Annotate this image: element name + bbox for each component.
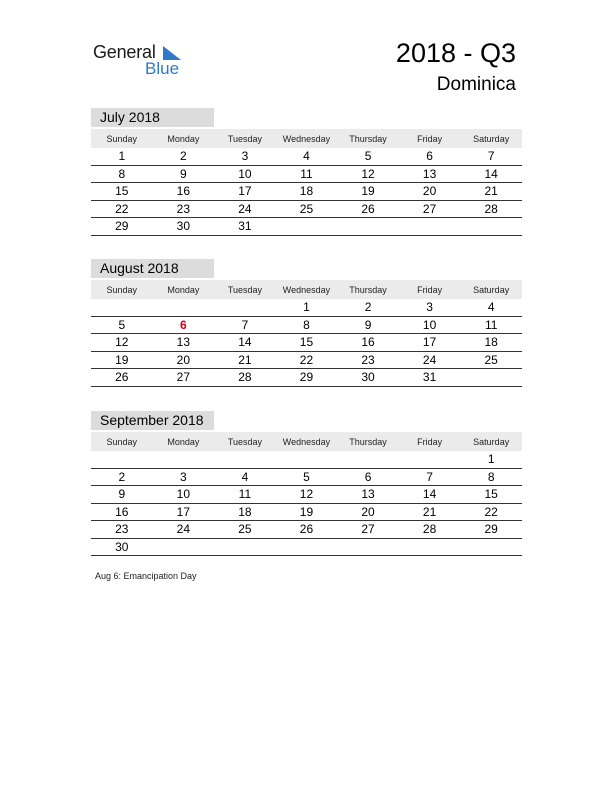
- day-cell: 29: [276, 369, 338, 387]
- day-cell: [276, 451, 338, 468]
- day-cell: 21: [399, 503, 461, 521]
- month-title: September 2018: [91, 411, 214, 430]
- day-cell: 8: [91, 165, 153, 183]
- week-row: [91, 521, 522, 539]
- day-cell: 21: [460, 183, 522, 201]
- day-cell: 12: [337, 165, 399, 183]
- day-cell: 2: [337, 299, 399, 316]
- day-cell: 3: [153, 468, 215, 486]
- day-cell: 9: [153, 165, 215, 183]
- week-row: [91, 299, 522, 316]
- day-cell: [460, 369, 522, 387]
- weekday-header: Wednesday: [276, 280, 338, 299]
- day-cell: 19: [337, 183, 399, 201]
- weekday-header: Thursday: [337, 129, 399, 148]
- weekday-header: Tuesday: [214, 129, 276, 148]
- day-cell: 30: [337, 369, 399, 387]
- day-cell: 4: [214, 468, 276, 486]
- day-cell: 1: [91, 148, 153, 165]
- day-cell: [276, 538, 338, 556]
- week-row: [91, 200, 522, 218]
- weekday-header: Wednesday: [276, 432, 338, 451]
- day-cell: 3: [399, 299, 461, 316]
- week-row: [91, 218, 522, 236]
- day-cell: [399, 538, 461, 556]
- day-cell: 20: [153, 351, 215, 369]
- day-cell: 15: [91, 183, 153, 201]
- weekday-header: Sunday: [91, 129, 153, 148]
- day-cell: 5: [91, 316, 153, 334]
- day-cell: 20: [337, 503, 399, 521]
- day-cell: [153, 538, 215, 556]
- month-table: [91, 280, 522, 387]
- day-cell: 25: [214, 521, 276, 539]
- day-cell: 8: [276, 316, 338, 334]
- day-cell: 27: [153, 369, 215, 387]
- weekday-header: Wednesday: [276, 129, 338, 148]
- week-row: [91, 183, 522, 201]
- weekday-header: Saturday: [460, 280, 522, 299]
- day-cell: 1: [276, 299, 338, 316]
- week-row: [91, 503, 522, 521]
- day-cell: 12: [91, 334, 153, 352]
- day-cell: 22: [91, 200, 153, 218]
- day-cell: 3: [214, 148, 276, 165]
- day-cell: 11: [460, 316, 522, 334]
- day-cell: 17: [214, 183, 276, 201]
- week-row: [91, 538, 522, 556]
- month-calendar: [91, 108, 522, 236]
- day-cell: 29: [91, 218, 153, 236]
- day-cell: 18: [276, 183, 338, 201]
- day-cell: 31: [399, 369, 461, 387]
- day-cell: [214, 299, 276, 316]
- day-cell: 17: [399, 334, 461, 352]
- day-cell: [214, 538, 276, 556]
- weekday-header: Monday: [153, 280, 215, 299]
- holiday-note: Aug 6: Emancipation Day: [95, 571, 197, 581]
- day-cell: 29: [460, 521, 522, 539]
- day-cell: [337, 538, 399, 556]
- day-cell: 19: [276, 503, 338, 521]
- day-cell: 28: [460, 200, 522, 218]
- day-cell: 21: [214, 351, 276, 369]
- day-cell: [399, 218, 461, 236]
- day-cell: 13: [153, 334, 215, 352]
- logo-blue-text: Blue: [145, 59, 180, 78]
- month-table: [91, 432, 522, 556]
- day-cell: 18: [214, 503, 276, 521]
- day-cell: 25: [460, 351, 522, 369]
- day-cell: 5: [337, 148, 399, 165]
- week-row: [91, 451, 522, 468]
- day-cell: 6: [153, 316, 215, 334]
- weekday-header: Friday: [399, 280, 461, 299]
- month-table: [91, 129, 522, 236]
- day-cell: 16: [153, 183, 215, 201]
- day-cell: 26: [91, 369, 153, 387]
- week-row: [91, 148, 522, 165]
- day-cell: 28: [214, 369, 276, 387]
- day-cell: 27: [337, 521, 399, 539]
- country-name: Dominica: [436, 74, 516, 95]
- day-cell: [337, 218, 399, 236]
- day-cell: 10: [153, 486, 215, 504]
- month-title: August 2018: [91, 259, 214, 278]
- day-cell: 23: [91, 521, 153, 539]
- day-cell: 28: [399, 521, 461, 539]
- day-cell: 9: [91, 486, 153, 504]
- week-row: [91, 316, 522, 334]
- logo-triangle-icon: [163, 46, 181, 60]
- week-row: [91, 369, 522, 387]
- day-cell: [460, 218, 522, 236]
- day-cell: 16: [91, 503, 153, 521]
- day-cell: 30: [153, 218, 215, 236]
- day-cell: 23: [337, 351, 399, 369]
- day-cell: [214, 451, 276, 468]
- day-cell: 14: [399, 486, 461, 504]
- day-cell: 11: [276, 165, 338, 183]
- day-cell: 31: [214, 218, 276, 236]
- day-cell: [276, 218, 338, 236]
- day-cell: 8: [460, 468, 522, 486]
- day-cell: 20: [399, 183, 461, 201]
- day-cell: 6: [399, 148, 461, 165]
- day-cell: 24: [399, 351, 461, 369]
- day-cell: 6: [337, 468, 399, 486]
- weekday-header: Tuesday: [214, 280, 276, 299]
- weekday-header: Saturday: [460, 432, 522, 451]
- week-row: [91, 486, 522, 504]
- day-cell: [91, 451, 153, 468]
- month-calendar: [91, 259, 522, 387]
- weekday-header: Thursday: [337, 280, 399, 299]
- weekday-header: Monday: [153, 432, 215, 451]
- month-title: July 2018: [91, 108, 214, 127]
- day-cell: [153, 451, 215, 468]
- day-cell: 18: [460, 334, 522, 352]
- day-cell: [460, 538, 522, 556]
- logo-general-text: General: [93, 42, 156, 62]
- weekday-header: Friday: [399, 432, 461, 451]
- day-cell: 13: [399, 165, 461, 183]
- day-cell: 19: [91, 351, 153, 369]
- day-cell: 14: [214, 334, 276, 352]
- day-cell: 26: [337, 200, 399, 218]
- day-cell: 10: [214, 165, 276, 183]
- day-cell: 4: [460, 299, 522, 316]
- day-cell: 9: [337, 316, 399, 334]
- day-cell: [337, 451, 399, 468]
- day-cell: 24: [214, 200, 276, 218]
- day-cell: [153, 299, 215, 316]
- day-cell: 11: [214, 486, 276, 504]
- day-cell: 2: [91, 468, 153, 486]
- week-row: [91, 165, 522, 183]
- weekday-header: Sunday: [91, 432, 153, 451]
- day-cell: 25: [276, 200, 338, 218]
- day-cell: 27: [399, 200, 461, 218]
- day-cell: 4: [276, 148, 338, 165]
- day-cell: 15: [276, 334, 338, 352]
- day-cell: [91, 299, 153, 316]
- week-row: [91, 468, 522, 486]
- day-cell: 1: [460, 451, 522, 468]
- day-cell: [399, 451, 461, 468]
- weekday-header: Monday: [153, 129, 215, 148]
- day-cell: 14: [460, 165, 522, 183]
- day-cell: 7: [399, 468, 461, 486]
- day-cell: 16: [337, 334, 399, 352]
- day-cell: 15: [460, 486, 522, 504]
- weekday-header: Sunday: [91, 280, 153, 299]
- day-cell: 12: [276, 486, 338, 504]
- day-cell: 22: [460, 503, 522, 521]
- weekday-header: Tuesday: [214, 432, 276, 451]
- day-cell: 22: [276, 351, 338, 369]
- day-cell: 17: [153, 503, 215, 521]
- day-cell: 13: [337, 486, 399, 504]
- day-cell: 30: [91, 538, 153, 556]
- day-cell: 7: [460, 148, 522, 165]
- day-cell: 26: [276, 521, 338, 539]
- week-row: [91, 334, 522, 352]
- logo: [93, 42, 193, 78]
- day-cell: 10: [399, 316, 461, 334]
- week-row: [91, 351, 522, 369]
- day-cell: 7: [214, 316, 276, 334]
- weekday-header: Saturday: [460, 129, 522, 148]
- page-title: 2018 - Q3: [395, 38, 516, 68]
- weekday-header: Friday: [399, 129, 461, 148]
- day-cell: 23: [153, 200, 215, 218]
- month-calendar: [91, 411, 522, 556]
- day-cell: 2: [153, 148, 215, 165]
- day-cell: 5: [276, 468, 338, 486]
- day-cell: 24: [153, 521, 215, 539]
- weekday-header: Thursday: [337, 432, 399, 451]
